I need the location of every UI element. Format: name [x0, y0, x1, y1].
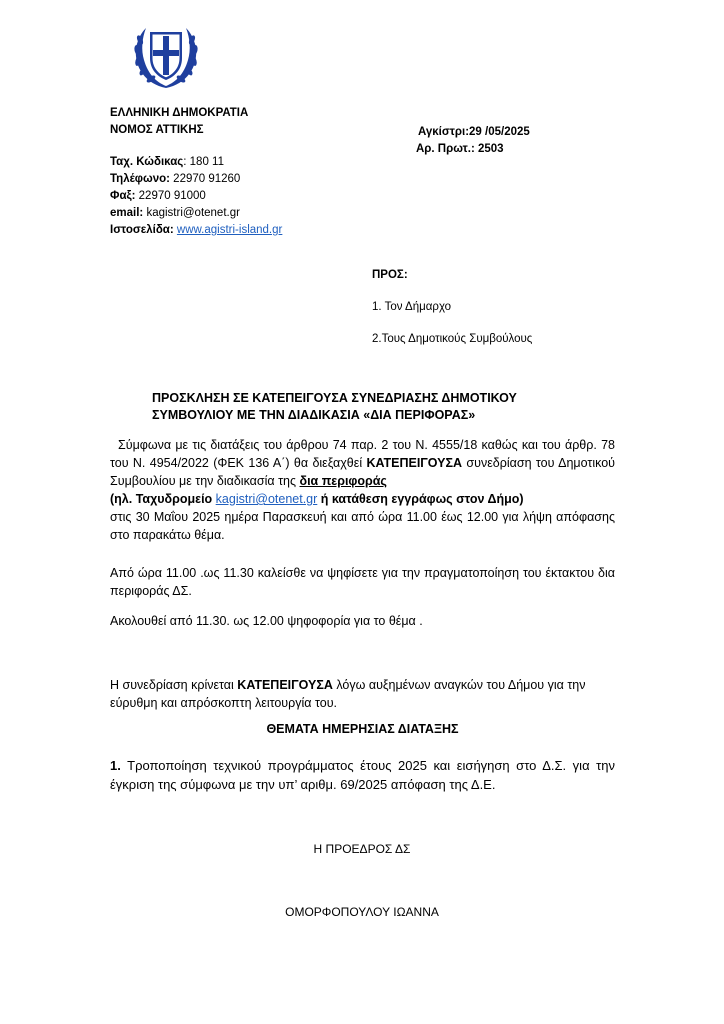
fax-label: Φαξ: — [110, 190, 136, 202]
circulation-procedure: δια περιφοράς — [299, 474, 387, 488]
website-line — [110, 221, 282, 239]
signature-role: Η ΠΡΟΕΔΡΟΣ ΔΣ — [313, 842, 411, 856]
email-label: email: — [110, 207, 144, 219]
fax-line — [110, 187, 206, 205]
urgent-label: ΚΑΤΕΠΕΙΓΟΥΣΑ — [366, 456, 463, 470]
agenda-title: ΘΕΜΑΤΑ ΗΜΕΡΗΣΙΑΣ ΔΙΑΤΑΞΗΣ — [266, 722, 459, 736]
hellenic-republic-emblem — [130, 20, 202, 92]
email-line — [110, 204, 240, 222]
subject-line-1: ΠΡΟΣΚΛΗΣΗ ΣΕ ΚΑΤΕΠΕΙΓΟΥΣΑ ΣΥΝΕΔΡΙΑΣΗΣ ΔΗΜΟΤΙΚΟΥ — [152, 391, 517, 405]
phone-line — [110, 170, 240, 188]
submission-text-b: ή κατάθεση εγγράφως στον Δήμο) — [317, 492, 524, 506]
paragraph-urgency — [110, 676, 615, 712]
postal-code-value: : 180 11 — [183, 156, 224, 168]
place-date: Αγκίστρι:29 /05/2025 — [418, 126, 530, 138]
paragraph-invitation-date: στις 30 Μαΐου 2025 ημέρα Παρασκευή και από ώρα 11.00 έως 12.00 για λήψη απόφασης στο παρακάτω θέμα. — [110, 510, 615, 542]
country-name: ΕΛΛΗΝΙΚΗ ΔΗΜΟΚΡΑΤΙΑ — [110, 107, 249, 119]
agenda-item-number: 1. — [110, 758, 121, 773]
postal-code-line — [110, 153, 224, 171]
paragraph-invitation — [110, 436, 615, 544]
urgency-label: ΚΑΤΕΠΕΙΓΟΥΣΑ — [237, 678, 333, 692]
recipient-mayor: 1. Τον Δήμαρχο — [372, 301, 452, 313]
phone-value: 22970 91260 — [169, 173, 241, 185]
website-link[interactable]: www.agistri-island.gr — [176, 224, 283, 236]
email-value: kagistri@otenet.gr — [143, 207, 240, 219]
agenda-item-text: Τροποποίηση τεχνικού προγράμματος έτους 2025 και εισήγηση στο Δ.Σ. για την έγκριση της σύμφωνα με την υπ’ αριθμ. 69/2025 απόφαση της Δ.Ε. — [110, 758, 615, 792]
recipient-councillors: 2.Τους Δημοτικούς Συμβούλους — [372, 333, 533, 345]
paragraph-voting-window: Από ώρα 11.00 .ως 11.30 καλείσθε να ψηφίσετε για την πραγματοποίηση του έκτακτου δια περιφοράς ΔΣ. — [110, 566, 615, 598]
recipients-title: ΠΡΟΣ: — [372, 269, 408, 281]
submission-text-a: (ηλ. Ταχυδρομείο — [110, 492, 216, 506]
paragraph-invitation-text-a: Σύμφωνα με τις διατάξεις του άρθρου 74 παρ. 2 του Ν. 4555/18 καθώς και του άρθρ. 78 του Ν. 4954/2022 (ΦΕΚ 136 Α΄) θα διεξαχθεί — [110, 438, 615, 470]
postal-code-label: Ταχ. Κώδικας — [110, 156, 184, 168]
paragraph-invitation-text-c: συνεδρίαση του Δημοτικού Συμβουλίου με την διαδικασία της — [110, 456, 615, 488]
website-label: Ιστοσελίδα: — [110, 224, 174, 236]
paragraph-urgency-text-c: λόγω αυξημένων αναγκών του Δήμου για την εύρυθμη και απρόσκοπτη λειτουργία του. — [110, 678, 586, 710]
prefecture-name: ΝΟΜΟΣ ΑΤΤΙΚΗΣ — [110, 124, 204, 136]
subject-line-2: ΣΥΜΒΟΥΛΙΟΥ ΜΕ ΤΗΝ ΔΙΑΔΙΚΑΣΙΑ «ΔΙΑ ΠΕΡΙΦΟΡΑΣ» — [152, 408, 476, 422]
phone-label: Τηλέφωνο: — [110, 173, 170, 185]
signature-name: ΟΜΟΡΦΟΠΟΥΛΟΥ ΙΩΑΝΝΑ — [285, 905, 439, 919]
email-link[interactable]: kagistri@otenet.gr — [215, 492, 318, 506]
protocol-number: Αρ. Πρωτ.: 2503 — [416, 143, 504, 155]
paragraph-voting-topic: Ακολουθεί από 11.30. ως 12.00 ψηφοφορία για το θέμα . — [110, 614, 423, 628]
agenda-item-1 — [110, 756, 615, 794]
paragraph-urgency-text-a: Η συνεδρίαση κρίνεται — [110, 678, 238, 692]
fax-value: 22970 91000 — [135, 190, 206, 202]
